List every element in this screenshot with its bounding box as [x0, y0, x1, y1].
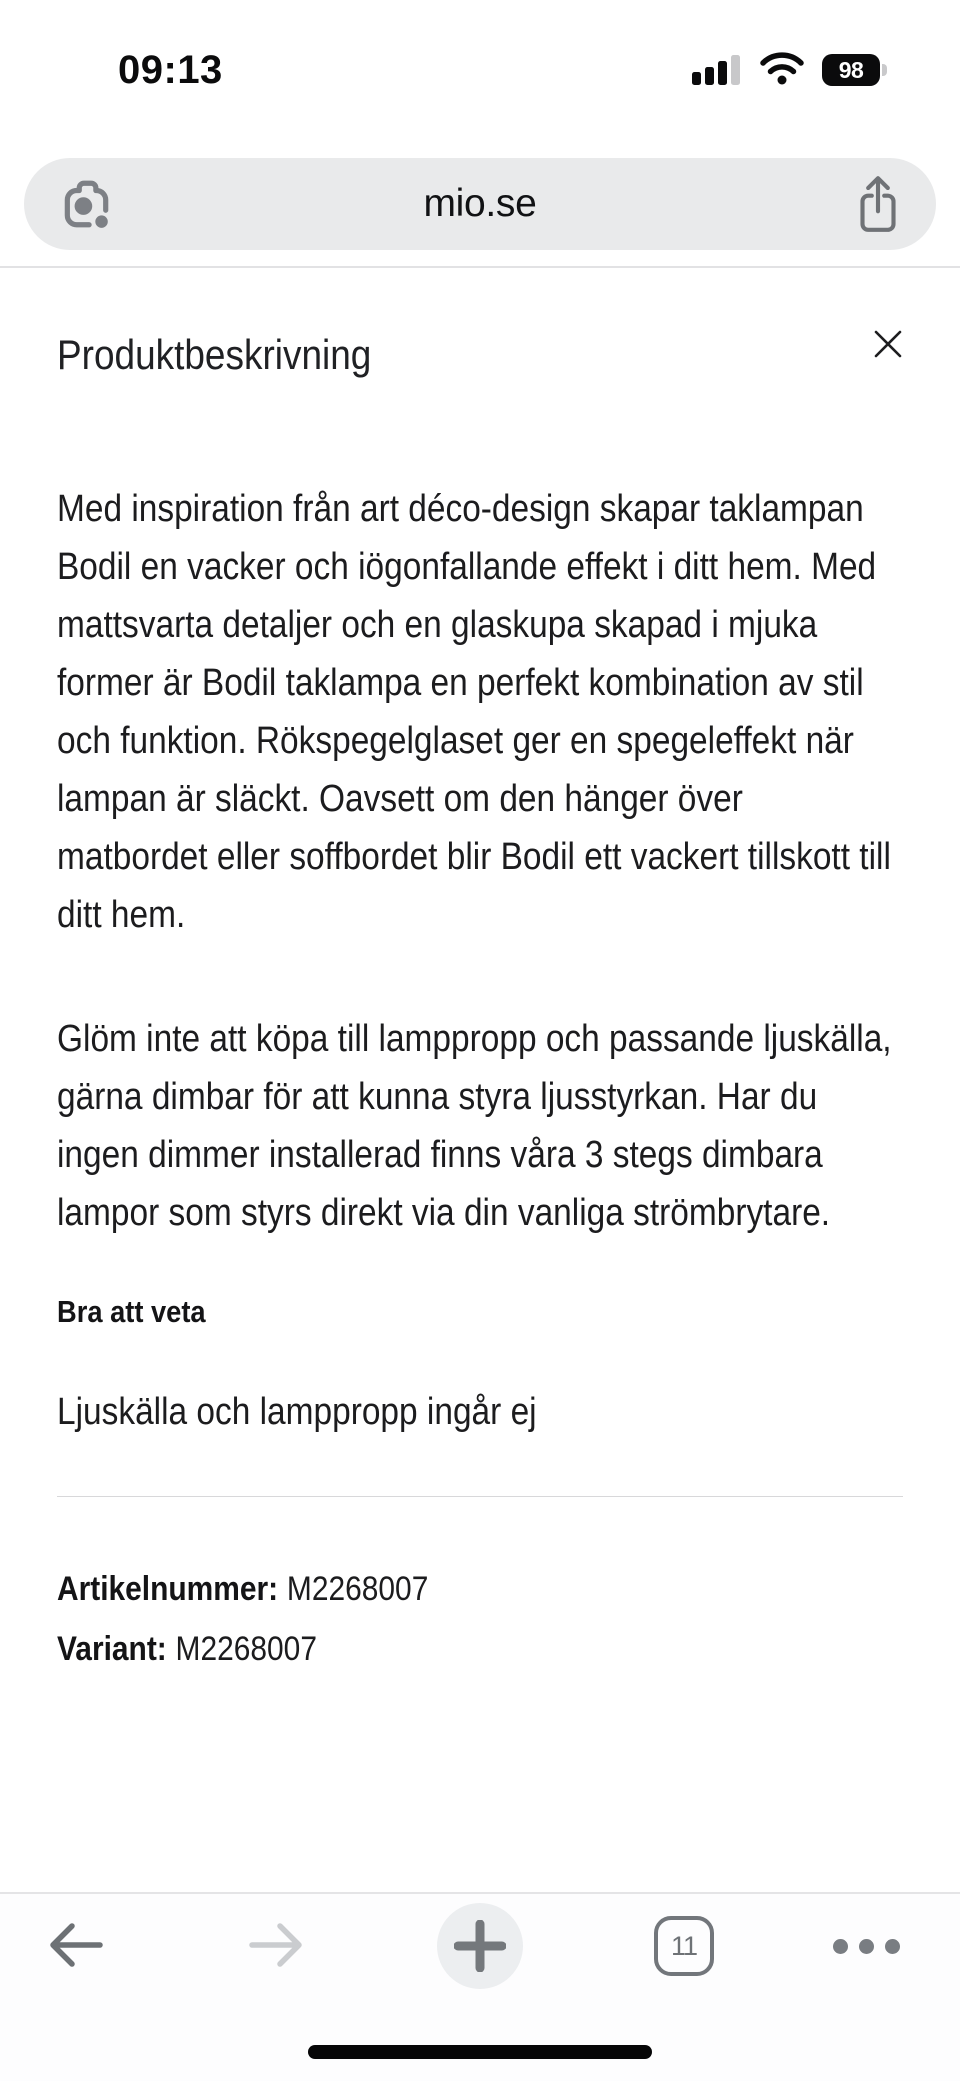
- good-to-know-heading: Bra att veta: [57, 1294, 206, 1329]
- product-description-sheet: [0, 268, 960, 1679]
- variant-label: Variant:: [57, 1630, 167, 1668]
- forward-icon[interactable]: [248, 1920, 306, 1973]
- tabs-icon[interactable]: [654, 1916, 714, 1976]
- battery-nub: [882, 64, 887, 76]
- close-icon[interactable]: [866, 322, 910, 366]
- new-tab-icon[interactable]: [437, 1903, 523, 1989]
- share-icon[interactable]: [854, 173, 902, 235]
- article-meta: [57, 1559, 903, 1679]
- home-indicator[interactable]: [308, 2045, 652, 2059]
- status-time: 09:13: [118, 48, 223, 92]
- wifi-icon: [759, 51, 805, 90]
- back-icon[interactable]: [46, 1920, 104, 1973]
- more-icon[interactable]: [833, 1939, 900, 1954]
- battery-indicator: [822, 54, 880, 86]
- description-paragraph: Med inspiration från art déco-design skapar taklampan Bodil en vacker och iögonfallande effekt i ditt hem. Med mattsvarta detaljer och en glaskupa skapad i mjuka former är Bodil taklampa en perfekt kombination av stil och funktion. Rökspegelglaset ger en spegeleffekt när lampan är släckt. Oavsett om den hänger över matbordet eller soffbordet blir Bodil ett vackert tillskott till ditt hem.: [57, 488, 891, 936]
- sheet-title: Produktbeskrivning: [57, 331, 372, 378]
- variant-value: M2268007: [175, 1630, 317, 1668]
- good-to-know-text: Ljuskälla och lamppropp ingår ej: [57, 1391, 537, 1433]
- description-paragraph: Glöm inte att köpa till lamppropp och passande ljuskälla, gärna dimbar för att kunna styra ljusstyrkan. Har du ingen dimmer installerad finns våra 3 stegs dimbara lampor som styrs direkt via din vanliga strömbrytare.: [57, 1018, 892, 1234]
- cellular-signal-icon: [692, 51, 742, 90]
- url-text[interactable]: mio.se: [423, 182, 537, 225]
- variant-row: [57, 1619, 903, 1679]
- article-number-row: [57, 1559, 903, 1619]
- visual-search-icon[interactable]: [58, 176, 114, 232]
- status-icons: [692, 52, 880, 88]
- article-number-value: M2268007: [286, 1570, 429, 1608]
- article-number-label: Artikelnummer:: [57, 1570, 279, 1608]
- address-bar[interactable]: [24, 158, 936, 250]
- tab-count: 11: [670, 1930, 698, 1961]
- content-divider: [57, 1496, 903, 1497]
- battery-percent: 98: [838, 56, 864, 83]
